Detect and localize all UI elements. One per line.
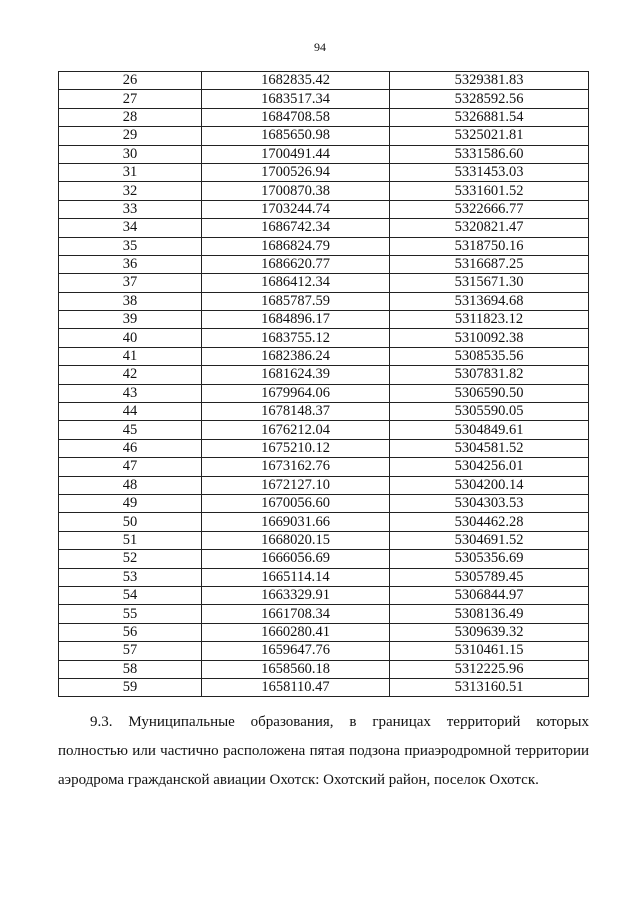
section-paragraph: 9.3. Муниципальные образования, в границах территорий которых полностью или частично расположена пятая подзона приаэродромной территории аэродрома гражданской авиации Охотск: Охотский район, поселок Охотск. <box>58 714 589 788</box>
x-coordinate-cell: 1673162.76 <box>202 458 390 476</box>
point-number-cell: 49 <box>59 494 202 512</box>
point-number-cell: 32 <box>59 182 202 200</box>
x-coordinate-cell: 1658560.18 <box>202 660 390 678</box>
x-coordinate-cell: 1700870.38 <box>202 182 390 200</box>
x-coordinate-cell: 1668020.15 <box>202 531 390 549</box>
point-number-cell: 34 <box>59 219 202 237</box>
y-coordinate-cell: 5316687.25 <box>390 255 589 273</box>
y-coordinate-cell: 5318750.16 <box>390 237 589 255</box>
table-row <box>59 531 589 549</box>
x-coordinate-cell: 1685787.59 <box>202 292 390 310</box>
point-number-cell: 39 <box>59 311 202 329</box>
x-coordinate-cell: 1665114.14 <box>202 568 390 586</box>
point-number-cell: 42 <box>59 366 202 384</box>
y-coordinate-cell: 5322666.77 <box>390 200 589 218</box>
y-coordinate-cell: 5305590.05 <box>390 403 589 421</box>
table-row <box>59 678 589 696</box>
x-coordinate-cell: 1686742.34 <box>202 219 390 237</box>
point-number-cell: 40 <box>59 329 202 347</box>
x-coordinate-cell: 1658110.47 <box>202 678 390 696</box>
table-row <box>59 292 589 310</box>
y-coordinate-cell: 5331601.52 <box>390 182 589 200</box>
point-number-cell: 44 <box>59 403 202 421</box>
point-number-cell: 52 <box>59 550 202 568</box>
table-row <box>59 108 589 126</box>
y-coordinate-cell: 5329381.83 <box>390 72 589 90</box>
y-coordinate-cell: 5307831.82 <box>390 366 589 384</box>
table-row <box>59 72 589 90</box>
y-coordinate-cell: 5311823.12 <box>390 311 589 329</box>
x-coordinate-cell: 1682835.42 <box>202 72 390 90</box>
y-coordinate-cell: 5304581.52 <box>390 439 589 457</box>
point-number-cell: 58 <box>59 660 202 678</box>
point-number-cell: 38 <box>59 292 202 310</box>
point-number-cell: 28 <box>59 108 202 126</box>
table-row <box>59 642 589 660</box>
point-number-cell: 27 <box>59 90 202 108</box>
y-coordinate-cell: 5325021.81 <box>390 127 589 145</box>
table-row <box>59 311 589 329</box>
x-coordinate-cell: 1666056.69 <box>202 550 390 568</box>
x-coordinate-cell: 1686412.34 <box>202 274 390 292</box>
x-coordinate-cell: 1684708.58 <box>202 108 390 126</box>
point-number-cell: 48 <box>59 476 202 494</box>
table-row <box>59 366 589 384</box>
point-number-cell: 47 <box>59 458 202 476</box>
x-coordinate-cell: 1675210.12 <box>202 439 390 457</box>
x-coordinate-cell: 1685650.98 <box>202 127 390 145</box>
table-row <box>59 403 589 421</box>
point-number-cell: 41 <box>59 347 202 365</box>
x-coordinate-cell: 1686620.77 <box>202 255 390 273</box>
table-row <box>59 513 589 531</box>
table-row <box>59 476 589 494</box>
y-coordinate-cell: 5304462.28 <box>390 513 589 531</box>
point-number-cell: 31 <box>59 163 202 181</box>
y-coordinate-cell: 5305356.69 <box>390 550 589 568</box>
table-row <box>59 145 589 163</box>
table-row <box>59 568 589 586</box>
y-coordinate-cell: 5304256.01 <box>390 458 589 476</box>
y-coordinate-cell: 5310461.15 <box>390 642 589 660</box>
table-row <box>59 623 589 641</box>
y-coordinate-cell: 5315671.30 <box>390 274 589 292</box>
table-row <box>59 421 589 439</box>
y-coordinate-cell: 5309639.32 <box>390 623 589 641</box>
table-row <box>59 329 589 347</box>
y-coordinate-cell: 5312225.96 <box>390 660 589 678</box>
table-row <box>59 237 589 255</box>
table-row <box>59 605 589 623</box>
table-row <box>59 163 589 181</box>
point-number-cell: 50 <box>59 513 202 531</box>
table-row <box>59 200 589 218</box>
point-number-cell: 45 <box>59 421 202 439</box>
x-coordinate-cell: 1676212.04 <box>202 421 390 439</box>
x-coordinate-cell: 1678148.37 <box>202 403 390 421</box>
table-row <box>59 586 589 604</box>
page-number: 94 <box>314 40 326 54</box>
table-row <box>59 494 589 512</box>
y-coordinate-cell: 5326881.54 <box>390 108 589 126</box>
point-number-cell: 55 <box>59 605 202 623</box>
point-number-cell: 26 <box>59 72 202 90</box>
table-row <box>59 255 589 273</box>
x-coordinate-cell: 1663329.91 <box>202 586 390 604</box>
table-row <box>59 274 589 292</box>
point-number-cell: 46 <box>59 439 202 457</box>
point-number-cell: 35 <box>59 237 202 255</box>
point-number-cell: 36 <box>59 255 202 273</box>
y-coordinate-cell: 5310092.38 <box>390 329 589 347</box>
point-number-cell: 33 <box>59 200 202 218</box>
x-coordinate-cell: 1700491.44 <box>202 145 390 163</box>
y-coordinate-cell: 5320821.47 <box>390 219 589 237</box>
table-row <box>59 182 589 200</box>
x-coordinate-cell: 1679964.06 <box>202 384 390 402</box>
x-coordinate-cell: 1682386.24 <box>202 347 390 365</box>
x-coordinate-cell: 1703244.74 <box>202 200 390 218</box>
x-coordinate-cell: 1661708.34 <box>202 605 390 623</box>
table-row <box>59 660 589 678</box>
y-coordinate-cell: 5306844.97 <box>390 586 589 604</box>
y-coordinate-cell: 5331453.03 <box>390 163 589 181</box>
point-number-cell: 59 <box>59 678 202 696</box>
table-row <box>59 550 589 568</box>
x-coordinate-cell: 1681624.39 <box>202 366 390 384</box>
table-row <box>59 384 589 402</box>
y-coordinate-cell: 5328592.56 <box>390 90 589 108</box>
table-row <box>59 458 589 476</box>
point-number-cell: 54 <box>59 586 202 604</box>
point-number-cell: 29 <box>59 127 202 145</box>
y-coordinate-cell: 5304691.52 <box>390 531 589 549</box>
x-coordinate-cell: 1683517.34 <box>202 90 390 108</box>
x-coordinate-cell: 1700526.94 <box>202 163 390 181</box>
y-coordinate-cell: 5313694.68 <box>390 292 589 310</box>
x-coordinate-cell: 1672127.10 <box>202 476 390 494</box>
coordinates-table <box>58 71 589 697</box>
point-number-cell: 57 <box>59 642 202 660</box>
point-number-cell: 51 <box>59 531 202 549</box>
table-row <box>59 127 589 145</box>
x-coordinate-cell: 1686824.79 <box>202 237 390 255</box>
point-number-cell: 37 <box>59 274 202 292</box>
y-coordinate-cell: 5308535.56 <box>390 347 589 365</box>
y-coordinate-cell: 5308136.49 <box>390 605 589 623</box>
x-coordinate-cell: 1669031.66 <box>202 513 390 531</box>
y-coordinate-cell: 5331586.60 <box>390 145 589 163</box>
y-coordinate-cell: 5304849.61 <box>390 421 589 439</box>
coordinates-table-body <box>59 72 589 697</box>
point-number-cell: 43 <box>59 384 202 402</box>
y-coordinate-cell: 5304200.14 <box>390 476 589 494</box>
y-coordinate-cell: 5305789.45 <box>390 568 589 586</box>
point-number-cell: 56 <box>59 623 202 641</box>
table-row <box>59 347 589 365</box>
table-row <box>59 219 589 237</box>
y-coordinate-cell: 5313160.51 <box>390 678 589 696</box>
x-coordinate-cell: 1684896.17 <box>202 311 390 329</box>
x-coordinate-cell: 1683755.12 <box>202 329 390 347</box>
x-coordinate-cell: 1659647.76 <box>202 642 390 660</box>
table-row <box>59 90 589 108</box>
table-row <box>59 439 589 457</box>
y-coordinate-cell: 5306590.50 <box>390 384 589 402</box>
x-coordinate-cell: 1670056.60 <box>202 494 390 512</box>
y-coordinate-cell: 5304303.53 <box>390 494 589 512</box>
x-coordinate-cell: 1660280.41 <box>202 623 390 641</box>
point-number-cell: 53 <box>59 568 202 586</box>
point-number-cell: 30 <box>59 145 202 163</box>
